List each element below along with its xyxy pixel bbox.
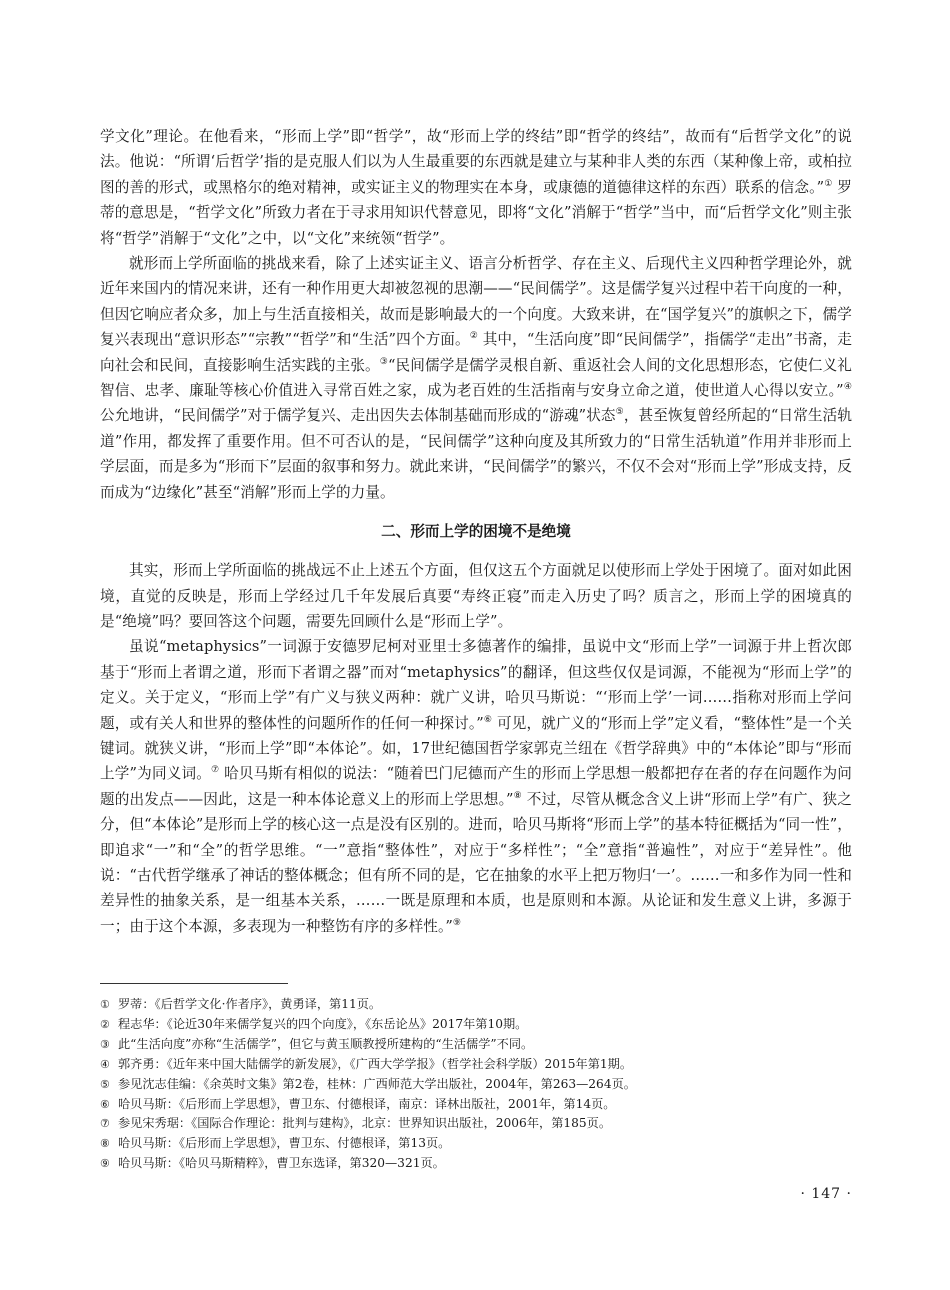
footnote-text: 程志华：《论近30年来儒学复兴的四个向度》，《东岳论丛》2017年第10期。 <box>118 1016 528 1031</box>
text-run: 就形而上学所面临的挑战来看，除了上述实证主义、语言分析哲学、存在主义、后现代主义四种哲学理论外，就近年来国内的情况来讲，还有一种作用更大却被忽视的思潮——“民间儒学”。这是儒学复兴过程中若干向度的一种，但因它响应者众多，加上与生活直接相关，故而是影响最大的一个向度。大致来讲，在“国学复兴”的旗帜之下，儒学复兴表现出“意识形态”“宗教”“哲学”和“生活”四个方面。 <box>100 255 852 349</box>
footnote-text: 哈贝马斯：《后形而上学思想》，曹卫东、付德根译，第13页。 <box>118 1136 451 1151</box>
footnote-text: 哈贝马斯：《哈贝马斯精粹》，曹卫东选译，第320—321页。 <box>118 1156 445 1171</box>
footnote-number: ⑦ <box>100 1117 110 1131</box>
footnote-ref[interactable]: ⑥ <box>483 714 493 725</box>
text-run: ，甚至恢复曾经所起的“日常生活轨道”作用，都发挥了重要作用。但不可否认的是，“民间儒学”这种向度及其所致力的“日常生活轨道”作用并非形而上学层面，而是多为“形而下”层面的叙事和努力。就此来讲，“民间儒学”的繁兴，不仅不会对“形而上学”形成支持，反而成为“边缘化”甚至“消解”形而上学的力量。 <box>100 407 853 501</box>
footnote-ref[interactable]: ⑤ <box>615 407 624 418</box>
footnote-ref[interactable]: ⑧ <box>513 790 522 801</box>
footnote-ref[interactable]: ③ <box>379 356 388 367</box>
footnote-ref[interactable]: ④ <box>843 382 852 393</box>
footnote-number: ③ <box>100 1037 110 1051</box>
paragraph-2 <box>100 558 852 634</box>
paragraph-0 <box>100 124 852 251</box>
footnote-item <box>100 1075 852 1095</box>
text-run: 学文化”理论。在他看来，“形而上学”即“哲学”，故“形而上学的终结”即“哲学的终结”，故而有“后哲学文化”的说法。他说：“所谓‘后哲学’指的是克服人们以为人生最重要的东西就是建立与某种非人类的东西（某种像上帝，或柏拉图的善的形式，或黑格尔的绝对精神，或实证主义的物理实在本身，或康德的道德律这样的东西）联系的信念。” <box>100 128 852 196</box>
footnote-text: 参见宋秀琚：《国际合作理论：批判与建构》，北京：世界知识出版社，2006年，第185页。 <box>118 1116 612 1131</box>
footnote-item <box>100 1114 852 1134</box>
text-run: 可见，就广义的“形而上学”定义看，“整体性”是一个关键词。就狭义讲，“形而上学”即“本体论”。如，17世纪德国哲学家郭克兰纽在《哲学辞典》中的“本体论”即与“形而上学”为同义词。 <box>100 714 852 783</box>
footnote-ref[interactable]: ① <box>824 178 833 189</box>
footnote-item <box>100 1015 852 1035</box>
text-run: 不过，尽管从概念含义上讲“形而上学”有广、狭之分，但“本体论”是形而上学的核心这一点是没有区别的。进而，哈贝马斯将“形而上学”的基本特征概括为“同一性”，即追求“一”和“全”的哲学思维。“一”意指“整体性”，对应于“多样性”；“全”意指“普遍性”，对应于“差异性”。他说：“古代哲学继承了神话的整体概念；但有所不同的是，它在抽象的水平上把万物归‘一’。……一和多作为同一性和差异性的抽象关系，是一组基本关系，……一既是原理和本质，也是原则和本源。从论证和发生意义上讲，多源于一；由于这个本源，多表现为一种整饬有序的多样性。” <box>100 790 852 935</box>
footnote-ref[interactable]: ② <box>469 331 478 342</box>
footnote-ref[interactable]: ⑨ <box>452 917 462 928</box>
footnote-item <box>100 1154 852 1174</box>
article-body <box>100 124 852 939</box>
paragraph-1 <box>100 251 852 505</box>
text-run: 其中，“生活向度”即“民间儒学”，指儒学“走出”书斋，走向社会和民间，直接影响生活实践的主张。 <box>100 331 853 374</box>
footnote-text: 参见沈志佳编：《余英时文集》第2卷，桂林：广西师范大学出版社，2004年，第263—264页。 <box>118 1076 636 1091</box>
footnote-text: 郭齐勇：《近年来中国大陆儒学的新发展》，《广西大学学报》（哲学社会科学版）2015年第1期。 <box>118 1056 633 1071</box>
text-run: 公允地讲，“民间儒学”对于儒学复兴、走出因失去体制基础而形成的“游魂”状态 <box>100 407 616 425</box>
paragraph-3 <box>100 634 852 939</box>
footnote-number: ⑨ <box>100 1157 110 1171</box>
footnote-item <box>100 1134 852 1154</box>
footnote-number: ⑥ <box>100 1097 110 1111</box>
section-heading: 二、形而上学的困境不是绝境 <box>381 523 571 541</box>
footnote-number: ① <box>100 998 110 1011</box>
footnote-text: 罗蒂：《后哲学文化·作者序》，黄勇译，第11页。 <box>118 997 382 1011</box>
footnote-number: ④ <box>100 1057 110 1071</box>
footnote-item <box>100 1055 852 1075</box>
footnote-number: ⑧ <box>100 1137 110 1151</box>
text-run: 哈贝马斯有相似的说法：“随着巴门尼德而产生的形而上学思想一般都把存在者的存在问题作为问题的出发点——因此，这是一种本体论意义上的形而上学思想。” <box>100 765 852 808</box>
footnote-list <box>100 995 852 1174</box>
footnote-divider <box>100 983 288 984</box>
text-run: 罗蒂的意思是，“哲学文化”所致力者在于寻求用知识代替意见，即将“文化”消解于“哲学”当中，而“后哲学文化”则主张将“哲学”消解于“文化”之中，以“文化”来统领“哲学”。 <box>100 178 852 247</box>
page-number: · 147 · <box>800 1186 852 1202</box>
footnote-item <box>100 995 852 1015</box>
footnote-item <box>100 1095 852 1115</box>
text-run: “民间儒学是儒学灵根自新、重返社会人间的文化思想形态，它使仁义礼智信、忠孝、廉耻等核心价值进入寻常百姓之家，成为老百姓的生活指南与安身立命之道，使世道人心得以安立。” <box>100 356 852 400</box>
footnote-number: ⑤ <box>100 1077 110 1091</box>
footnote-ref[interactable]: ⑦ <box>211 765 220 776</box>
footnote-text: 此“生活向度”亦称“生活儒学”，但它与黄玉顺教授所建构的“生活儒学”不同。 <box>118 1036 534 1051</box>
footnote-number: ② <box>100 1017 110 1031</box>
text-run: 虽说“metaphysics”一词源于安德罗尼柯对亚里士多德著作的编排，虽说中文“形而上学”一词源于井上哲次郎基于“形而上者谓之道，形而下者谓之器”而对“metaphysics”的翻译，但这些仅仅是词源，不能视为“形而上学”的定义。关于定义，“形而上学”有广义与狭义两种：就广义讲，哈贝马斯说：“‘形而上学’一词……指称对形而上学问题，或有关人和世界的整体性的问题所作的任何一种探讨。” <box>100 638 852 732</box>
footnote-item <box>100 1035 852 1055</box>
text-run: 其实，形而上学所面临的挑战远不止上述五个方面，但仅这五个方面就足以使形而上学处于困境了。面对如此困境，直觉的反映是，形而上学经过几千年发展后真要“寿终正寝”而走入历史了吗？质言之，形而上学的困境真的是“绝境”吗？要回答这个问题，需要先回顾什么是“形而上学”。 <box>100 562 852 630</box>
footnote-text: 哈贝马斯：《后形而上学思想》，曹卫东、付德根译，南京：译林出版社，2001年，第14页。 <box>118 1096 616 1111</box>
